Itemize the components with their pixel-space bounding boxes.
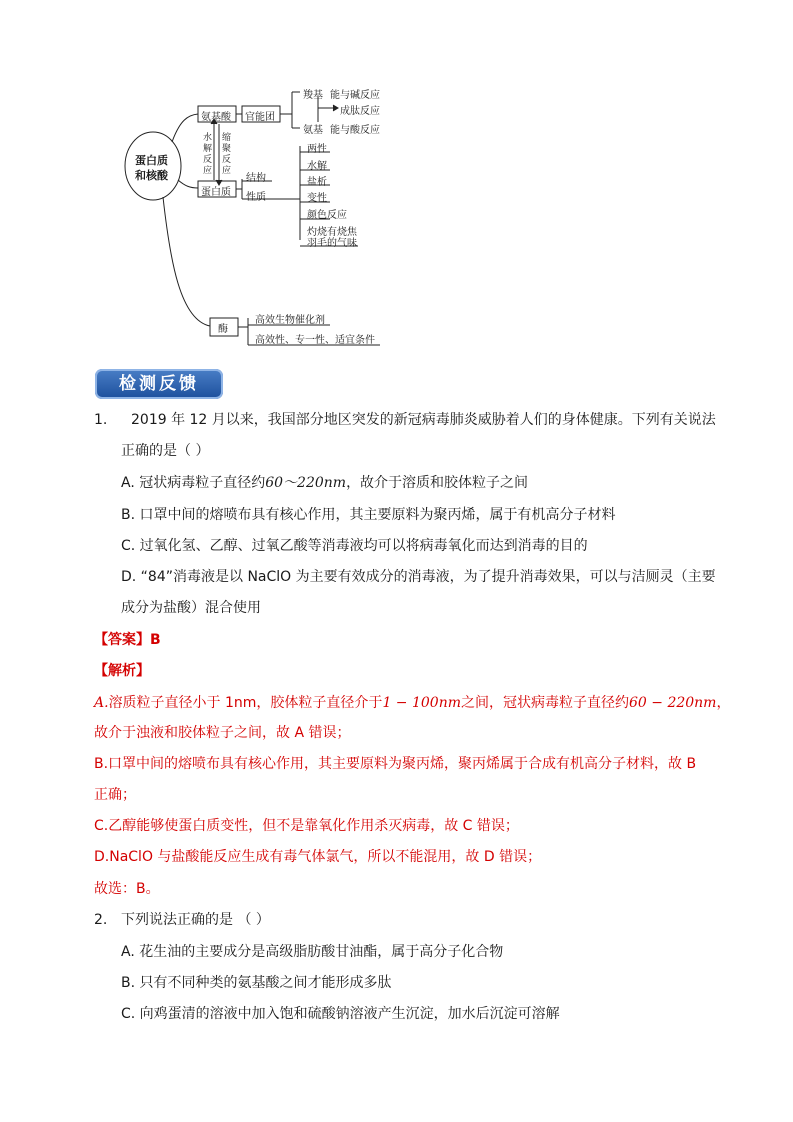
analysis-conclusion: 故选：B。 — [94, 881, 160, 897]
property-label: 性质 — [246, 192, 266, 203]
analysis-a-line1 — [94, 693, 730, 713]
analysis-b-line2: 正确； — [94, 787, 136, 803]
peptide-reaction-label: 成肽反应 — [340, 106, 380, 117]
analysis-label: 【解析】 — [94, 663, 150, 679]
q2-option-c: C. 向鸡蛋清的溶液中加入饱和硫酸钠溶液产生沉淀，加水后沉淀可溶解 — [121, 1006, 560, 1022]
edge-root-amino-acid — [172, 114, 198, 142]
edge-root-protein — [178, 180, 198, 188]
q1-number: 1. — [94, 412, 108, 428]
analysis-a-prefix: A. — [94, 695, 109, 711]
edge-root-enzyme — [163, 197, 210, 326]
property-burn-smell-1: 灼烧有烧焦 — [307, 227, 357, 238]
section-banner — [95, 369, 223, 399]
q1-option-c: C. 过氧化氢、乙醇、过氧乙酸等消毒液均可以将病毒氧化而达到消毒的目的 — [121, 538, 588, 554]
root-node-label-1: 蛋白质 — [135, 154, 168, 167]
analysis-b-line1: B.口罩中间的熔喷布具有核心作用，其主要原料为聚丙烯，聚丙烯属于合成有机高分子材料，故 B — [94, 756, 697, 772]
property-burn-smell-2: 羽毛的气味 — [307, 238, 357, 249]
carboxyl-property-label: 能与碱反应 — [330, 90, 380, 101]
property-salting-out: 盐析 — [307, 177, 327, 188]
property-color-reaction: 颜色反应 — [307, 210, 347, 221]
enzyme-catalyst-label: 高效生物催化剂 — [255, 315, 325, 326]
answer-value: B — [150, 632, 161, 648]
functional-group-label: 官能团 — [245, 112, 275, 123]
property-hydrolysis: 水解 — [307, 161, 327, 172]
section-banner-label: 检测反馈 — [119, 374, 199, 394]
answer-line — [94, 630, 161, 650]
property-denaturation: 变性 — [307, 193, 327, 204]
carboxyl-label: 羧基 — [303, 90, 323, 101]
condensation-label: 缩聚反应 — [222, 133, 232, 176]
q1-option-a — [121, 473, 528, 493]
q1-stem-line1: 2019 年 12 月以来，我国部分地区突发的新冠病毒肺炎威胁着人们的身体健康。下列有关说法 — [131, 412, 716, 428]
enzyme-label: 酶 — [218, 324, 228, 335]
answer-label: 【答案】 — [94, 632, 150, 648]
amino-group-label: 氨基 — [303, 125, 323, 136]
q2-number: 2. — [94, 912, 108, 928]
protein-label: 蛋白质 — [201, 187, 231, 198]
analysis-a-math1: 1 − 100nm — [382, 695, 461, 711]
property-amphoteric: 两性 — [307, 144, 327, 155]
q2-stem: 下列说法正确的是 （ ） — [121, 912, 270, 928]
q1-option-d-line1: D. “84”消毒液是以 NaClO 为主要有效成分的消毒液，为了提升消毒效果，可以与洁厕灵（主要 — [121, 569, 716, 585]
q1-option-d-line2: 成分为盐酸）混合使用 — [121, 600, 261, 616]
hydrolysis-label: 水解反应 — [203, 133, 213, 176]
enzyme-features-label: 高效性、专一性、适宜条件 — [255, 335, 375, 346]
q2-option-b: B. 只有不同种类的氨基酸之间才能形成多肽 — [121, 975, 392, 991]
structure-label: 结构 — [246, 173, 266, 184]
root-node-label-2: 和核酸 — [135, 169, 168, 182]
analysis-a-text2: 之间，冠状病毒粒子直径约 — [461, 695, 629, 711]
q1-option-a-math: 60～220nm — [265, 475, 347, 491]
analysis-a-text3: ， — [716, 695, 731, 711]
q1-option-b: B. 口罩中间的熔喷布具有核心作用，其主要原料为聚丙烯，属于有机高分子材料 — [121, 507, 616, 523]
analysis-a-math2: 60 − 220nm — [629, 695, 717, 711]
analysis-d-line: D.NaClO 与盐酸能反应生成有毒气体氯气，所以不能混用，故 D 错误； — [94, 849, 542, 865]
analysis-c-line: C.乙醇能够使蛋白质变性，但不是靠氧化作用杀灭病毒，故 C 错误； — [94, 818, 519, 834]
q1-option-a-text-end: ，故介于溶质和胶体粒子之间 — [346, 475, 529, 491]
q2-option-a: A. 花生油的主要成分是高级脂肪酸甘油酯，属于高分子化合物 — [121, 944, 504, 960]
amino-acid-label: 氨基酸 — [201, 112, 231, 123]
q1-option-a-text: A. 冠状病毒粒子直径约 — [121, 475, 266, 491]
amino-property-label: 能与酸反应 — [330, 125, 380, 136]
q1-stem-line2: 正确的是（ ） — [121, 443, 210, 459]
analysis-a-text1: 溶质粒子直径小于 1nm，胶体粒子直径介于 — [108, 695, 383, 711]
concept-map-diagram — [0, 0, 400, 360]
analysis-a-line2: 故介于浊液和胶体粒子之间，故 A 错误； — [94, 725, 351, 741]
